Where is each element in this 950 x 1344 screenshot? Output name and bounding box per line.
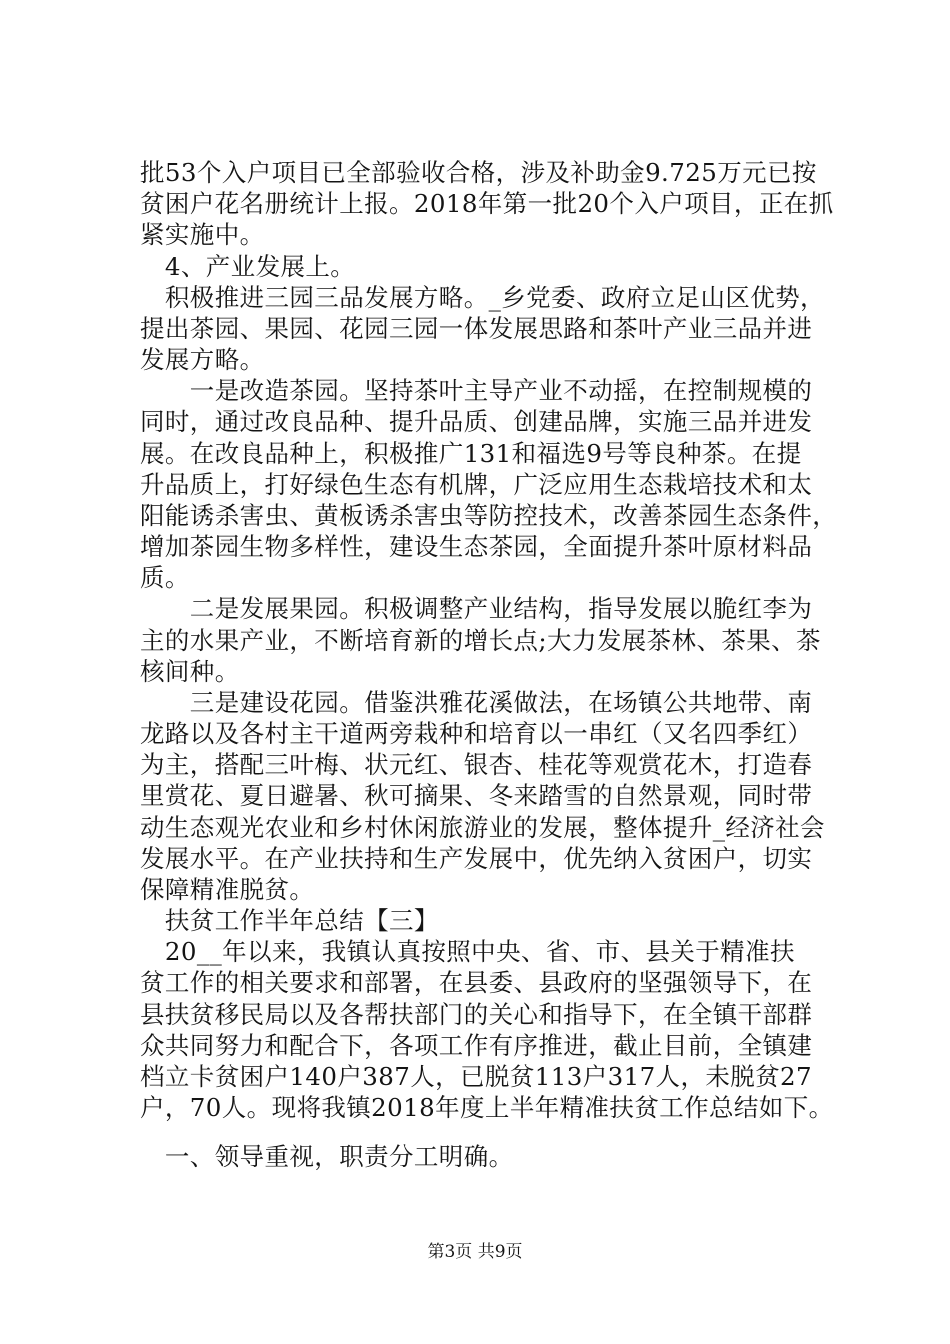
text-line: 贫工作的相关要求和部署，在县委、县政府的坚强领导下，在 [140,968,813,998]
text-line: 保障精准脱贫。 [140,874,315,904]
text-line: 为主，搭配三叶梅、状元红、银杏、桂花等观赏花木，打造春 [140,750,813,780]
text-line: 三是建设花园。借鉴洪雅花溪做法，在场镇公共地带、南 [140,687,813,717]
text-line: 核间种。 [140,656,240,686]
text-line: 贫困户花名册统计上报。2018年第一批20个入户项目，正在抓 [140,189,834,219]
text-line: 增加茶园生物多样性，建设生态茶园，全面提升茶叶原材料品 [140,532,813,561]
text-line: 提出茶园、果园、花园三园一体发展思路和茶叶产业三品并进 [140,313,813,343]
section-heading: 4、产业发展上。 [140,251,356,281]
text-line: 20__年以来，我镇认真按照中央、省、市、县关于精准扶 [140,937,795,967]
page-footer: 第3页 共9页 [427,1242,523,1262]
section-title: 扶贫工作半年总结【三】 [140,906,439,935]
text-line: 档立卡贫困户140户387人，已脱贫113户317人，未脱贫27 [140,1061,813,1091]
text-line: 龙路以及各村主干道两旁栽种和培育以一串红（又名四季红） [140,719,813,748]
text-line: 积极推进三园三品发展方略。_乡党委、政府立足山区优势， [140,282,825,312]
text-line: 展。在改良品种上，积极推广131和福选9号等良种茶。在提 [140,438,802,468]
text-line: 县扶贫移民局以及各帮扶部门的关心和指导下，在全镇干部群 [140,999,813,1029]
text-line: 二是发展果园。积极调整产业结构，指导发展以脆红李为 [140,594,813,624]
text-line: 发展方略。 [140,345,265,374]
text-line: 户，70人。现将我镇2018年度上半年精准扶贫工作总结如下。 [140,1093,834,1122]
text-line: 动生态观光农业和乡村休闲旅游业的发展，整体提升_经济社会 [140,812,825,842]
text-line: 里赏花、夏日避暑、秋可摘果、冬来踏雪的自然景观，同时带 [140,781,813,811]
text-line: 发展水平。在产业扶持和生产发展中，优先纳入贫困户，切实 [140,843,813,873]
text-line: 主的水果产业，不断培育新的增长点;大力发展茶林、茶果、茶 [140,625,821,655]
text-line: 批53个入户项目已全部验收合格，涉及补助金9.725万元已按 [140,158,817,187]
text-line: 紧实施中。 [140,220,265,250]
text-line: 质。 [140,563,190,593]
text-line: 一是改造茶园。坚持茶叶主导产业不动摇，在控制规模的 [140,376,813,406]
section-heading: 一、领导重视，职责分工明确。 [140,1142,514,1171]
text-line: 同时，通过改良品种、提升品质、创建品牌，实施三品并进发 [140,407,813,437]
text-line: 升品质上，打好绿色生态有机牌，广泛应用生态栽培技术和太 [140,469,813,499]
text-line: 阳能诱杀害虫、黄板诱杀害虫等防控技术，改善茶园生态条件， [140,500,838,530]
text-line: 众共同努力和配合下，各项工作有序推进，截止目前，全镇建 [140,1030,813,1060]
